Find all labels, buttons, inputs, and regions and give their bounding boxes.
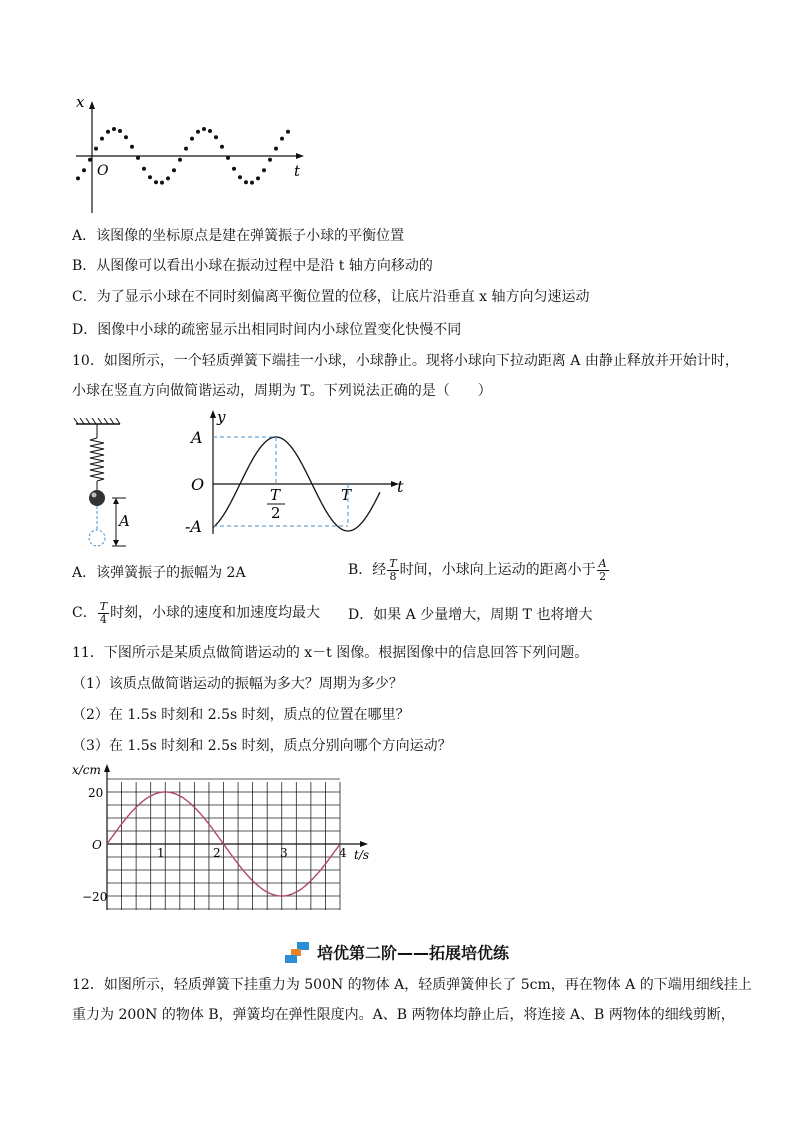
yt-O-label: O (191, 475, 205, 494)
sine-dot (88, 158, 92, 162)
sine-dot (154, 180, 158, 184)
sine-dot (94, 147, 98, 151)
q10-option-c-post: 时刻，小球的速度和加速度均最大 (110, 605, 321, 621)
xt-y-tick-20: 20 (88, 786, 104, 800)
spring-amplitude-label: A (119, 512, 130, 530)
sine-dot (190, 137, 194, 141)
q12-line-1: 12．如图所示，轻质弹簧下挂重力为 500N 的物体 A，轻质弹簧伸长了 5cm，再在物体 A 的下端用细线挂上 (72, 977, 752, 993)
yt-T-half-den: 2 (271, 504, 281, 522)
q10-option-c-pre: C． (72, 605, 97, 621)
sine-dot (172, 168, 176, 172)
q10-option-b-mid: 时间，小球向上运动的距离小于 (399, 562, 596, 578)
sine-dot (250, 181, 254, 185)
xt-chart (70, 760, 380, 920)
yt-negA-label: -A (185, 517, 202, 536)
sine-dot (76, 176, 80, 180)
q12-line-2: 重力为 200N 的物体 B，弹簧均在弹性限度内。A、B 两物体均静止后，将连接 A、B 两物体的细线剪断， (72, 1007, 735, 1023)
sine-dot (256, 176, 260, 180)
q10-option-d: D．如果 A 少量增大，周期 T 也将增大 (348, 607, 593, 623)
xt-x-tick-2: 2 (213, 846, 221, 860)
yt-A-label: A (191, 428, 203, 447)
q10-option-a: A．该弹簧振子的振幅为 2A (72, 565, 246, 581)
q10-option-b-frac: $\frac{T}{8}$ (389, 556, 397, 583)
sine-dot (130, 145, 134, 149)
section-banner (0, 940, 794, 964)
sine-dot (232, 167, 236, 171)
sine-dot (142, 167, 146, 171)
q9-option-d: D．图像中小球的疏密显示出相同时间内小球位置变化快慢不同 (72, 322, 462, 338)
q10-stem-2: 小球在竖直方向做简谐运动，周期为 T。下列说法正确的是（ ） (72, 383, 492, 399)
q11-part-3: （3）在 1.5s 时刻和 2.5s 时刻，质点分别向哪个方向运动？ (72, 738, 452, 754)
xt-y-tick-neg20: −20 (82, 890, 108, 904)
fig1-origin: O (97, 163, 109, 179)
q11-stem: 11．下图所示是某质点做简谐运动的 x－t 图像。根据图像中的信息回答下列问题。 (72, 645, 589, 661)
figure-yt-graph (185, 408, 415, 543)
figure-dotted-sine (70, 95, 310, 220)
sine-dot (274, 147, 278, 151)
banner-logo-icon (285, 940, 313, 964)
sine-dot (214, 135, 218, 139)
sine-dot (106, 130, 110, 134)
q10-option-c (72, 600, 320, 626)
xt-x-axis-label: t/s (354, 848, 370, 862)
xt-x-tick-1: 1 (157, 846, 165, 860)
sine-dot (286, 130, 290, 134)
sine-dot (100, 137, 104, 141)
q9-option-c: C．为了显示小球在不同时刻偏离平衡位置的位移，让底片沿垂直 x 轴方向匀速运动 (72, 289, 590, 305)
sine-dot (166, 176, 170, 180)
q11-part-2: （2）在 1.5s 时刻和 2.5s 时刻，质点的位置在哪里？ (72, 707, 410, 723)
figure-spring (70, 418, 140, 553)
sine-dot (208, 129, 212, 133)
sine-dot (178, 158, 182, 162)
xt-y-tick-O: O (92, 838, 102, 852)
q10-option-b-pre: B．经 (348, 562, 387, 578)
sine-dot (226, 156, 230, 160)
fig1-t-label: t (294, 162, 301, 180)
sine-dot (280, 137, 284, 141)
sine-dot (220, 145, 224, 149)
banner-text: 培优第二阶——拓展培优练 (316, 943, 509, 963)
sine-dot (160, 181, 164, 185)
sine-dot (202, 127, 206, 131)
sine-dot (262, 168, 266, 172)
q9-option-b: B．从图像可以看出小球在振动过程中是沿 t 轴方向移动的 (72, 258, 433, 274)
yt-T-half-num: T (270, 486, 281, 504)
sine-dot (124, 135, 128, 139)
q10-stem-1: 10．如图所示，一个轻质弹簧下端挂一小球，小球静止。现将小球向下拉动距离 A 由静止释放并开始计时， (72, 353, 739, 369)
yt-y-label: y (217, 408, 226, 426)
sine-dot (244, 180, 248, 184)
sine-dot (112, 127, 116, 131)
q11-part-1: （1）该质点做简谐运动的振幅为多大？周期为多少？ (72, 676, 403, 692)
q9-option-a: A．该图像的坐标原点是建在弹簧振子小球的平衡位置 (72, 228, 405, 244)
q10-option-b (348, 557, 610, 583)
sine-dot (268, 158, 272, 162)
q10-option-c-frac: $\frac{T}{4}$ (99, 599, 108, 626)
xt-y-axis-label: x/cm (72, 763, 101, 777)
fig1-x-label: x (76, 95, 85, 111)
sine-dot (238, 175, 242, 179)
q10-option-b-frac2: $\frac{A}{2}$ (598, 556, 607, 583)
yt-T-label: T (341, 486, 352, 504)
sine-dot (118, 129, 122, 133)
yt-t-label: t (397, 477, 404, 496)
sine-dot (136, 156, 140, 160)
xt-x-tick-4: 4 (339, 846, 347, 860)
sine-dot (148, 175, 152, 179)
sine-dot (184, 147, 188, 151)
sine-dot (196, 130, 200, 134)
sine-dot (82, 168, 86, 172)
xt-x-tick-3: 3 (280, 846, 288, 860)
